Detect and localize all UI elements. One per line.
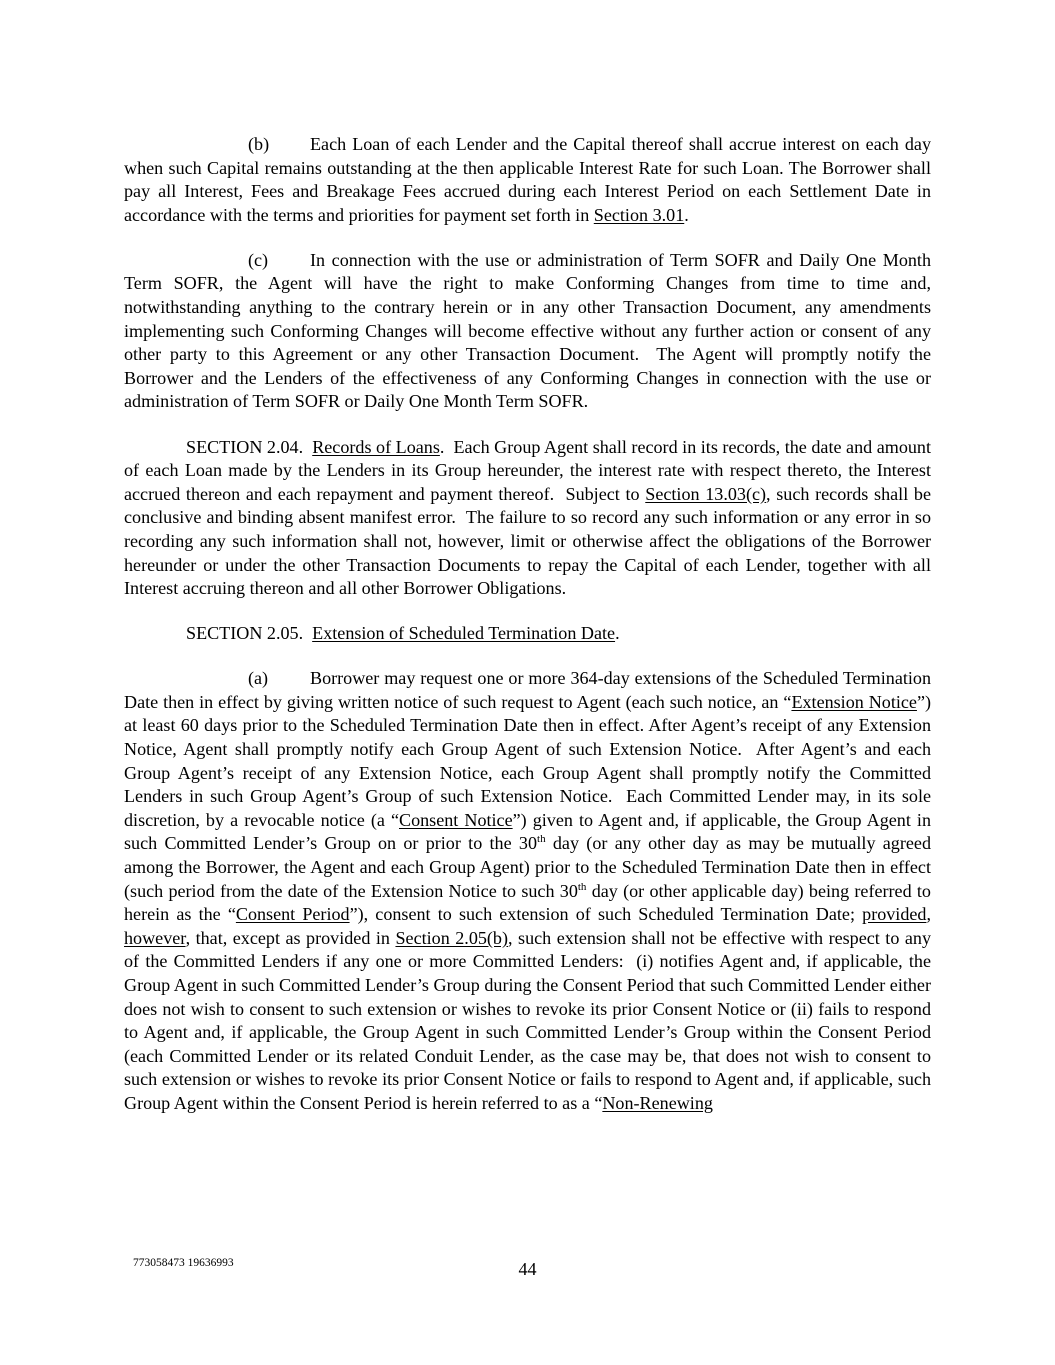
- section-number: SECTION 2.04.: [186, 436, 313, 457]
- paragraph-text: , that, except as provided in: [185, 927, 396, 948]
- section-number: SECTION 2.05.: [186, 623, 313, 644]
- paragraph-text: ”) at least 60 days prior to the Scheduled Termination Date then in effect. After Agent’s receipt of any Extension Notice, Agent shall promptly notify each Group Agent of such Extension Notice. After Agent’s and each Group Agent’s receipt of any Extension Notice, each Group Agent shall promptly notify the Committed Lenders in such Group Agent’s Group of such Extension Notice. Each Committed Lender may, in its sole discretion, by a revocable notice (a “: [124, 691, 932, 830]
- section-2-05-heading: [124, 622, 931, 646]
- defined-term: Extension Notice: [791, 691, 917, 712]
- section-2-04: [124, 436, 931, 601]
- defined-term: Consent Notice: [399, 809, 513, 830]
- page-number: 44: [518, 1259, 537, 1279]
- subsection-marker: (c): [248, 249, 269, 270]
- defined-term: Consent Period: [235, 904, 350, 925]
- paragraph-text: , such records shall be conclusive and binding absent manifest error. The failure to so record any such information or any error in so recording any such information shall not, however, limit or otherwise affect the obligations of the Borrower hereunder or under the other Transaction Documents to repay the Capital of each Lender, together with all Interest accruing thereon and all other Borrower Obligations.: [124, 483, 931, 599]
- paragraph-2-03-c: [124, 249, 931, 414]
- section-heading: Extension of Scheduled Termination Date: [312, 623, 616, 644]
- paragraph-2-05-a: [124, 667, 931, 1115]
- paragraph-text: In connection with the use or administration of Term SOFR and Daily One Month Term SOFR, the Agent will have the right to make Conforming Changes from time to time and, notwithstanding anything to the contrary herein or in any other Transaction Document, any amendments implementing such Conforming Changes will become effective without any further action or consent of any other party to this Agreement or any other Transaction Document. The Agent will promptly notify the Borrower and the Lenders of the effectiveness of any Conforming Changes in connection with the use or administration of Term SOFR or Daily One Month Term SOFR.: [124, 249, 931, 412]
- emphasis-term: provided: [862, 904, 927, 925]
- ordinal-superscript: th: [537, 833, 546, 846]
- emphasis-term: however: [124, 927, 186, 948]
- section-heading: Records of Loans: [312, 436, 440, 457]
- paragraph-text: day (or other applicable day) being referred to herein as the “: [124, 880, 931, 925]
- paragraph-text: ”) given to Agent and, if applicable, the Group Agent in such Committed Lender’s Group on or prior to the 30: [124, 809, 931, 854]
- paragraph-2-03-b: [124, 133, 931, 227]
- paragraph-text: Each Loan of each Lender and the Capital thereof shall accrue interest on each day when such Capital remains outstanding at the then applicable Interest Rate for such Loan. The Borrower shall pay all Interest, Fees and Breakage Fees accrued during each Interest Period on each Settlement Date in accordance with the terms and priorities for payment set forth in: [124, 134, 931, 225]
- paragraph-text: . Each Group Agent shall record in its records, the date and amount of each Loan made by the Lenders in its Group hereunder, the interest rate with respect thereto, the Interest accrued thereon and each repayment and payment thereof. Subject to: [124, 436, 931, 504]
- heading-punctuation: .: [615, 623, 620, 644]
- paragraph-text: ,: [926, 904, 931, 925]
- paragraph-text: .: [684, 204, 689, 225]
- ordinal-superscript: th: [577, 880, 587, 893]
- paragraph-text: day (or any other day as may be mutually agreed among the Borrower, the Agent and each Group Agent) prior to the Scheduled Termination Date then in effect (such period from the date of the Extension Notice to such 30: [124, 833, 931, 901]
- cross-reference: Section 13.03(c): [645, 483, 767, 504]
- paragraph-text: , such extension shall not be effective with respect to any of the Committed Lenders if any one or more Committed Lenders: (i) notifies Agent and, if applicable, the Group Agent in such Committed Lender’s Group during the Consent Period that such Committed Lender either does not wish to consent to such extension or wishes to revoke its prior Consent Notice or (ii) fails to respond to Agent and, if applicable, the Group Agent in such Committed Lender’s Group within the Consent Period (each Committed Lender or its related Conduit Lender, as the case may be, that does not wish to consent to such extension or wishes to revoke its prior Consent Notice or fails to respond to Agent and, if applicable, such Group Agent within the Consent Period is herein referred to as a “: [124, 927, 932, 1113]
- cross-reference: Section 2.05(b): [395, 927, 509, 948]
- document-id: 773058473 19636993: [133, 1257, 234, 1269]
- paragraph-text: ”), consent to such extension of such Scheduled Termination Date;: [349, 904, 863, 925]
- paragraph-text: Borrower may request one or more 364-day extensions of the Scheduled Termination Date then in effect by giving written notice of such request to Agent (each such notice, an “: [124, 668, 931, 712]
- defined-term: Non-Renewing: [602, 1092, 713, 1113]
- document-body: [124, 133, 931, 1116]
- cross-reference: Section 3.01: [593, 204, 685, 225]
- subsection-marker: (b): [248, 134, 270, 154]
- subsection-marker: (a): [248, 668, 269, 689]
